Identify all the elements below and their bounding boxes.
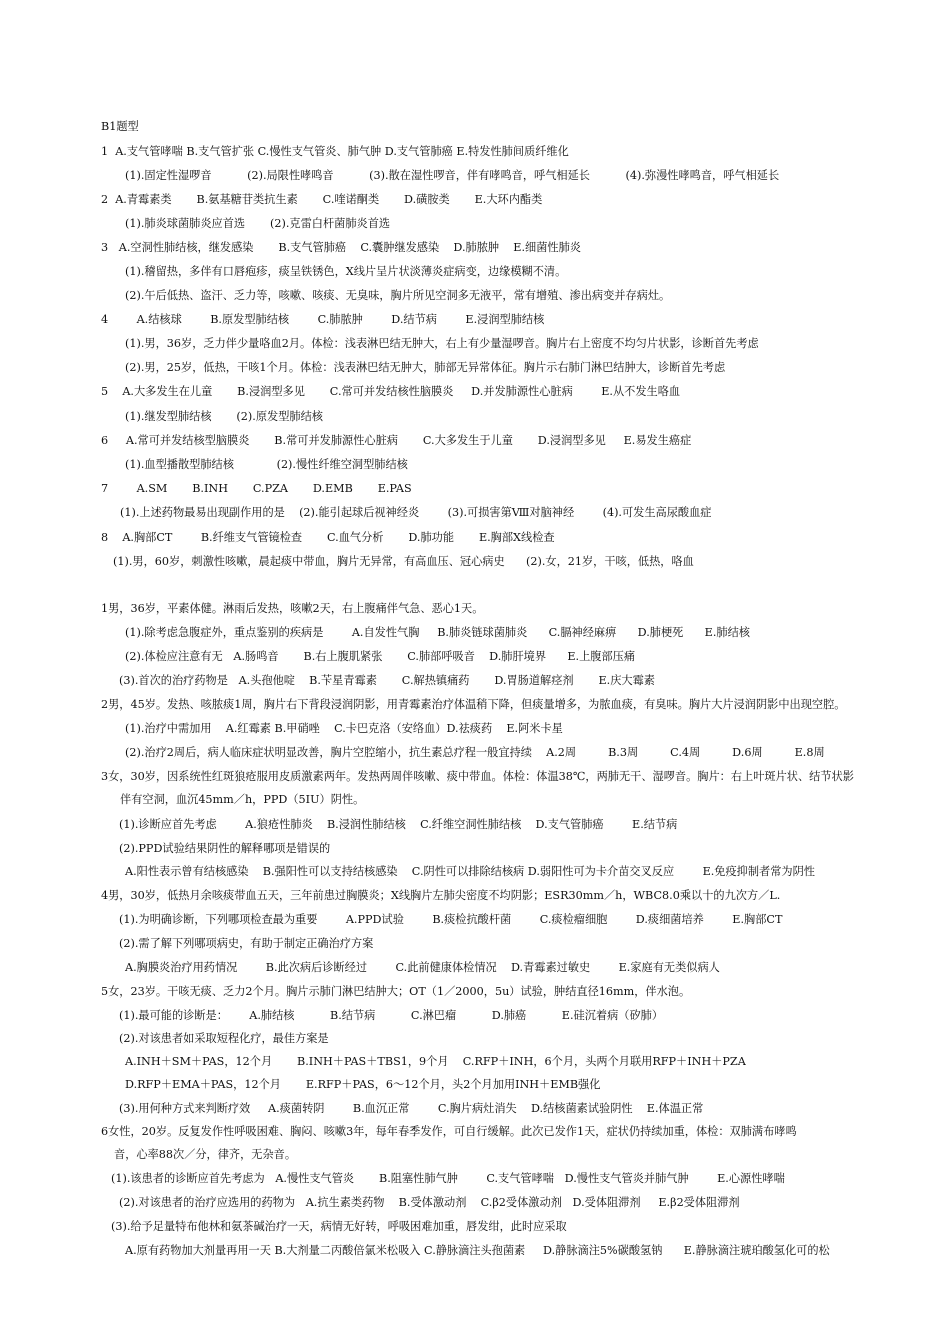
text-line: (3).首次的治疗药物是 A.头孢他啶 B.苄星青霉素 C.解热镇痛药 D.胃肠道解痉剂 E.庆大霉素 (119, 674, 655, 687)
text-line: (2).对该患者如采取短程化疗，最佳方案是 (119, 1032, 329, 1045)
text-line: 8 A.胸部CT B.纤维支气管镜检查 C.血气分析 D.肺功能 E.胸部X线检查 (101, 531, 555, 544)
text-line: (1).上述药物最易出现副作用的是 (2).能引起球后视神经炎 (3).可损害第Ⅷ对脑神经 (4).可发生高尿酸血症 (120, 506, 712, 519)
section-title: B1题型 (101, 120, 139, 133)
text-line: (3).用何种方式来判断疗效 A.痰菌转阴 B.血沉正常 C.胸片病灶消失 D.结核菌素试验阴性 E.体温正常 (119, 1102, 704, 1115)
text-line: 5女，23岁。干咳无痰、乏力2个月。胸片示肺门淋巴结肿大；OT（1／2000，5u）试验，肿结直径16mm，伴水泡。 (101, 985, 691, 998)
text-line: (1).固定性湿啰音 (2).局限性哮鸣音 (3).散在湿性啰音，伴有哮鸣音，呼气相延长 (4).弥漫性哮鸣音，呼气相延长 (125, 169, 780, 182)
text-line: 7 A.SM B.INH C.PZA D.EMB E.PAS (101, 482, 412, 495)
text-line: 4男，30岁，低热月余咳痰带血五天，三年前患过胸膜炎；X线胸片左肺尖密度不均阴影；ESR30mm／h，WBC8.0乘以十的九次方／L. (101, 889, 781, 902)
text-line: A.胸膜炎治疗用药情况 B.此次病后诊断经过 C.此前健康体检情况 D.青霉素过敏史 E.家庭有无类似病人 (125, 961, 720, 974)
text-line: A.原有药物加大剂量再用一天 B.大剂量二丙酸倍氯米松吸入 C.静脉滴注头孢菌素 D.静脉滴注5%碳酸氢钠 E.静脉滴注琥珀酸氢化可的松 (125, 1244, 830, 1257)
text-line: (2).午后低热、盗汗、乏力等，咳嗽、咳痰、无臭味，胸片所见空洞多无液平，常有增殖、渗出病变并存病灶。 (125, 289, 671, 302)
text-line: (1).血型播散型肺结核 (2).慢性纤维空洞型肺结核 (125, 458, 408, 471)
text-line: 6 A.常可并发结核型脑膜炎 B.常可并发肺源性心脏病 C.大多发生于儿童 D.浸润型多见 E.易发生癌症 (101, 434, 692, 447)
text-line: (1).男，60岁，刺激性咳嗽，晨起痰中带血，胸片无异常，有高血压、冠心病史 (2).女，21岁，干咳，低热，咯血 (113, 555, 694, 568)
text-line: 1男，36岁，平素体健。淋雨后发热，咳嗽2天，右上腹痛伴气急、恶心1天。 (101, 602, 484, 615)
text-line: (3).给予足量特布他林和氨茶碱治疗一天，病情无好转，呼吸困难加重，唇发绀，此时应采取 (111, 1220, 567, 1233)
text-line: (2).对该患者的治疗应选用的药物为 A.抗生素类药物 B.受体激动剂 C.β2受体激动剂 D.受体阻滞剂 E.β2受体阻滞剂 (119, 1196, 740, 1209)
text-line: (1).继发型肺结核 (2).原发型肺结核 (125, 410, 323, 423)
text-line: (1).治疗中需加用 A.红霉素 B.甲硝唑 C.卡巴克洛（安络血）D.祛痰药 E.阿米卡星 (125, 722, 563, 735)
text-line: 3 A.空洞性肺结核，继发感染 B.支气管肺癌 C.囊肿继发感染 D.肺脓肿 E.细菌性肺炎 (101, 241, 581, 254)
text-line: 4 A.结核球 B.原发型肺结核 C.肺脓肿 D.结节病 E.浸润型肺结核 (101, 313, 545, 326)
text-line: (2).男，25岁，低热，干咳1个月。体检：浅表淋巴结无肿大，肺部无异常体征。胸片示右肺门淋巴结肿大，诊断首先考虑 (125, 361, 726, 374)
text-line: (1).除考虑急腹症外，重点鉴别的疾病是 A.自发性气胸 B.肺炎链球菌肺炎 C.膈神经麻痹 D.肺梗死 E.肺结核 (125, 626, 750, 639)
text-line: 3女，30岁，因系统性红斑狼疮服用皮质激素两年。发热两周伴咳嗽、痰中带血。体检：体温38℃，两肺无干、湿啰音。胸片：右上叶斑片状、结节状影 (101, 770, 854, 783)
text-line: (1).该患者的诊断应首先考虑为 A.慢性支气管炎 B.阻塞性肺气肿 C.支气管哮喘 D.慢性支气管炎并肺气肿 E.心源性哮喘 (111, 1172, 785, 1185)
text-line: (1).男，36岁，乏力伴少量咯血2月。体检：浅表淋巴结无肿大，右上有少量湿啰音。胸片右上密度不均匀片状影，诊断首先考虑 (125, 337, 759, 350)
text-line: (2).体检应注意有无 A.肠鸣音 B.右上腹肌紧张 C.肺部呼吸音 D.肺肝境界 E.上腹部压痛 (125, 650, 636, 663)
text-line: 6女性，20岁。反复发作性呼吸困难、胸闷、咳嗽3年，每年春季发作，可自行缓解。此次已发作1天，症状仍持续加重，体检：双肺满布哮鸣 (101, 1125, 797, 1138)
text-line: (2).PPD试验结果阴性的解释哪项是错误的 (119, 842, 331, 855)
text-line: 1 A.支气管哮喘 B.支气管扩张 C.慢性支气管炎、肺气肿 D.支气管肺癌 E.特发性肺间质纤维化 (101, 145, 569, 158)
text-line: (1).肺炎球菌肺炎应首选 (2).克雷白杆菌肺炎首选 (125, 217, 391, 230)
text-line: A.INH＋SM＋PAS，12个月 B.INH＋PAS＋TBS1，9个月 C.RFP＋INH，6个月，头两个月联用RFP＋INH＋PZA (125, 1055, 746, 1068)
text-line: 伴有空洞，血沉45mm／h，PPD（5IU）阴性。 (120, 793, 365, 806)
text-line: (2).治疗2周后，病人临床症状明显改善，胸片空腔缩小，抗生素总疗程一般宜持续 A.2周 B.3周 C.4周 D.6周 E.8周 (125, 746, 825, 759)
text-line: (1).为明确诊断，下列哪项检查最为重要 A.PPD试验 B.痰检抗酸杆菌 C.痰检瘤细胞 D.痰细菌培养 E.胸部CT (119, 913, 783, 926)
text-line: 2 A.青霉素类 B.氨基糖苷类抗生素 C.喹诺酮类 D.磺胺类 E.大环内酯类 (101, 193, 543, 206)
text-line: (1).稽留热，多伴有口唇疱疹，痰呈铁锈色，X线片呈片状淡薄炎症病变，边缘模糊不清。 (125, 265, 567, 278)
text-line: 音，心率88次／分，律齐，无杂音。 (114, 1148, 297, 1161)
text-line: (2).需了解下列哪项病史，有助于制定正确治疗方案 (119, 937, 374, 950)
text-line: (1).最可能的诊断是： A.肺结核 B.结节病 C.淋巴瘤 D.肺癌 E.硅沉着病（矽肺） (119, 1009, 664, 1022)
text-line: D.RFP＋EMA＋PAS，12个月 E.RFP＋PAS，6～12个月，头2个月加用INH＋EMB强化 (125, 1078, 601, 1091)
text-line: (1).诊断应首先考虑 A.狼疮性肺炎 B.浸润性肺结核 C.纤维空洞性肺结核 D.支气管肺癌 E.结节病 (119, 818, 678, 831)
text-line: A.阳性表示曾有结核感染 B.强阳性可以支持结核感染 C.阴性可以排除结核病 D.弱阳性可为卡介苗交叉反应 E.免疫抑制者常为阴性 (125, 865, 815, 878)
text-line: 2男，45岁。发热、咳脓痰1周，胸片右下背段浸润阴影，用青霉素治疗体温稍下降，但痰量增多，为脓血痰，有臭味。胸片大片浸润阴影中出现空腔。 (101, 698, 846, 711)
text-line: 5 A.大多发生在儿童 B.浸润型多见 C.常可并发结核性脑膜炎 D.并发肺源性心脏病 E.从不发生咯血 (101, 385, 681, 398)
